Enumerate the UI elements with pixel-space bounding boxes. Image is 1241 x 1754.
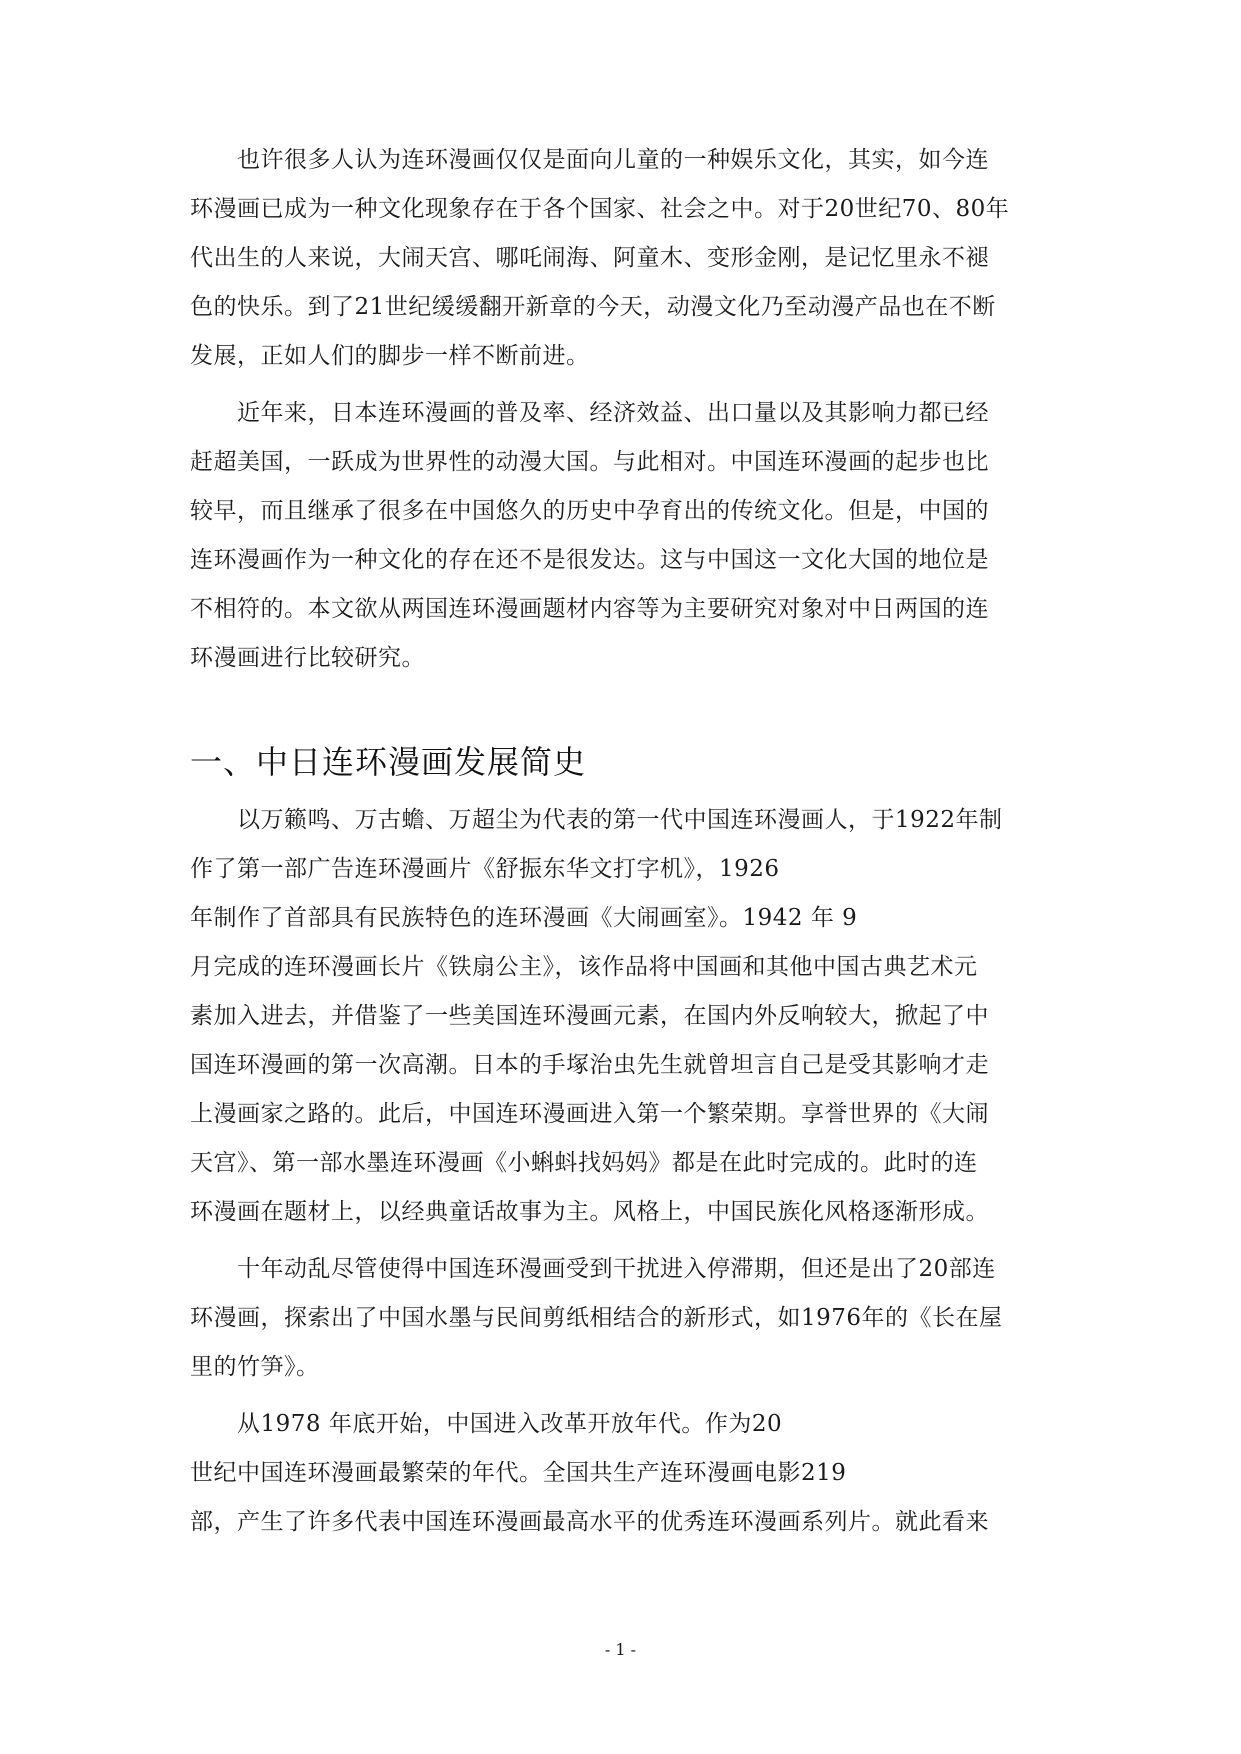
paragraph-3-line: 以万籁鸣、万古蟾、万超尘为代表的第一代中国连环漫画人，于1922年制 (190, 807, 1003, 833)
paragraph-3-line: 素加入进去，并借鉴了一些美国连环漫画元素，在国内外反响较大，掀起了中 (190, 1003, 989, 1029)
paragraph-1-line: 发展，正如人们的脚步一样不断前进。 (190, 343, 590, 369)
paragraph-5-line: 部，产生了许多代表中国连环漫画最高水平的优秀连环漫画系列片。就此看来 (190, 1509, 989, 1535)
paragraph-2-line: 近年来，日本连环漫画的普及率、经济效益、出口量以及其影响力都已经 (190, 400, 989, 426)
paragraph-4-line: 十年动乱尽管使得中国连环漫画受到干扰进入停滞期，但还是出了20部连 (190, 1256, 996, 1282)
paragraph-3-line: 作了第一部广告连环漫画片《舒振东华文打字机》，1926 (190, 856, 780, 882)
section-heading: 一、中日连环漫画发展简史 (190, 743, 587, 781)
paragraph-3-line: 年制作了首部具有民族特色的连环漫画《大闹画室》。1942 年 9 (190, 905, 858, 931)
paragraph-3-line: 月完成的连环漫画长片《铁扇公主》，该作品将中国画和其他中国古典艺术元 (190, 954, 978, 980)
paragraph-2-line: 环漫画进行比较研究。 (190, 645, 425, 671)
paragraph-1-line: 环漫画已成为一种文化现象存在于各个国家、社会之中。对于20世纪70、80年 (190, 196, 1010, 222)
paragraph-2-line: 较早，而且继承了很多在中国悠久的历史中孕育出的传统文化。但是，中国的 (190, 498, 989, 524)
paragraph-4-line: 里的竹笋》。 (190, 1354, 320, 1380)
paragraph-2-line: 赶超美国，一跃成为世界性的动漫大国。与此相对。中国连环漫画的起步也比 (190, 449, 989, 475)
paragraph-1-line: 色的快乐。到了21世纪缓缓翻开新章的今天，动漫文化乃至动漫产品也在不断 (190, 294, 996, 320)
paragraph-3-line: 国连环漫画的第一次高潮。日本的手塚治虫先生就曾坦言自己是受其影响才走 (190, 1052, 989, 1078)
paragraph-3-line: 环漫画在题材上，以经典童话故事为主。风格上，中国民族化风格逐渐形成。 (190, 1199, 989, 1225)
paragraph-2-line: 不相符的。本文欲从两国连环漫画题材内容等为主要研究对象对中日两国的连 (190, 596, 989, 622)
paragraph-4-line: 环漫画，探索出了中国水墨与民间剪纸相结合的新形式，如1976年的《长在屋 (190, 1305, 1003, 1331)
paragraph-3-line: 天宫》、第一部水墨连环漫画《小蝌蚪找妈妈》都是在此时完成的。此时的连 (190, 1150, 978, 1176)
paragraph-1-line: 也许很多人认为连环漫画仅仅是面向儿童的一种娱乐文化，其实，如今连 (190, 147, 989, 173)
paragraph-2-line: 连环漫画作为一种文化的存在还不是很发达。这与中国这一文化大国的地位是 (190, 547, 989, 573)
paragraph-3-line: 上漫画家之路的。此后，中国连环漫画进入第一个繁荣期。享誉世界的《大闹 (190, 1101, 989, 1127)
paragraph-5-line: 从1978 年底开始，中国进入改革开放年代。作为20 (190, 1411, 783, 1437)
page-number: - 1 - (604, 1640, 637, 1659)
paragraph-1-line: 代出生的人来说，大闹天宫、哪吒闹海、阿童木、变形金刚，是记忆里永不褪 (190, 245, 989, 271)
paragraph-5-line: 世纪中国连环漫画最繁荣的年代。全国共生产连环漫画电影219 (190, 1460, 847, 1486)
